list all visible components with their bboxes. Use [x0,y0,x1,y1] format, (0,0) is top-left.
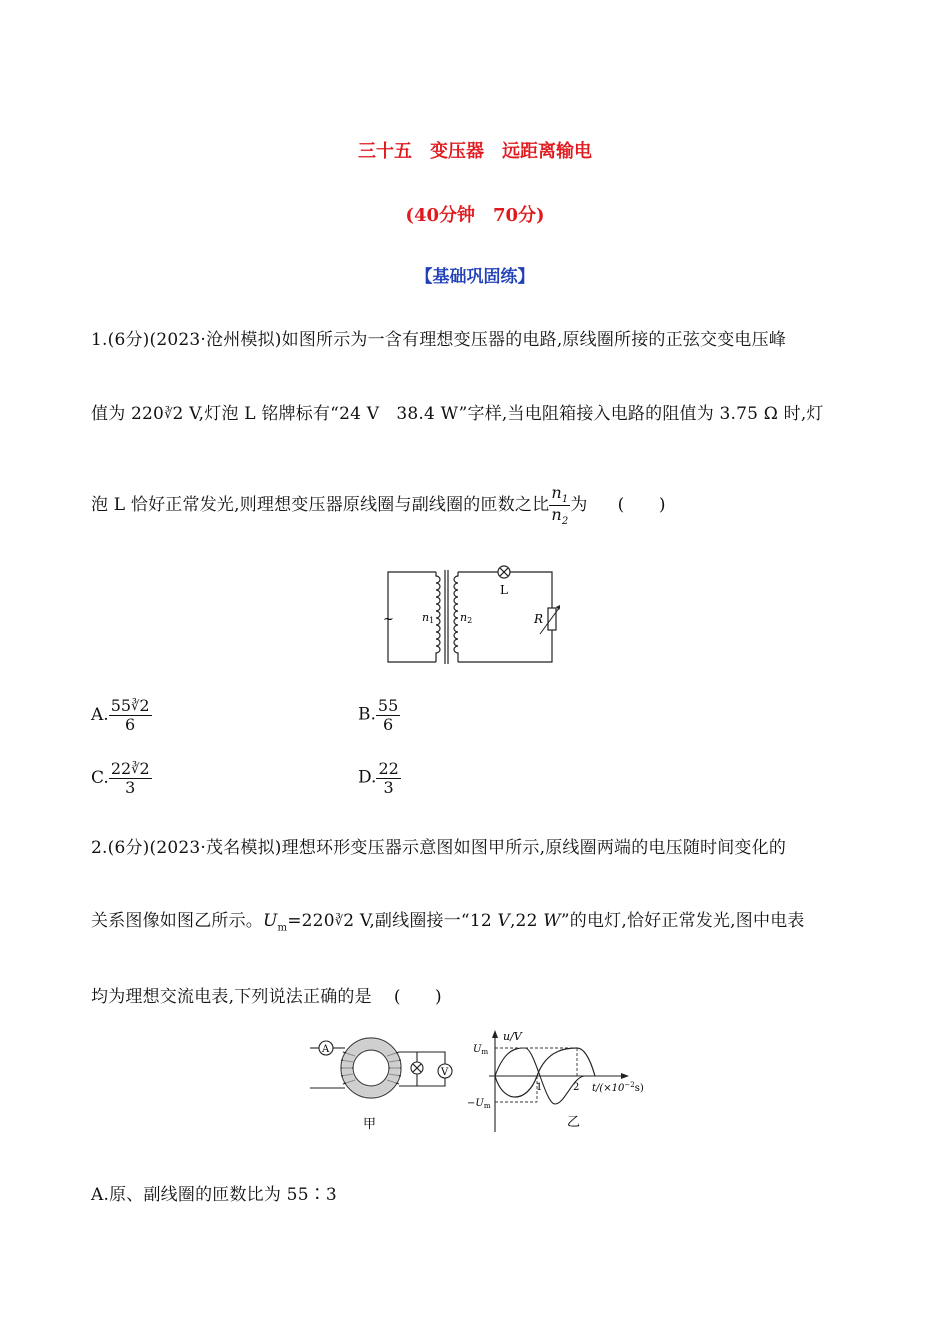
answer-paren: ( ) [617,495,666,516]
q1-circuit-figure [380,562,560,666]
y-axis-label: u/V [503,1030,522,1043]
arrow-icon [621,1073,629,1079]
resistor-label: R [534,612,544,626]
tick-1-label: 1 [536,1082,543,1093]
n2-label: n2 [460,611,473,625]
q2-voltage-graph [465,1028,665,1138]
neg-um-label: $-U_m$ [467,1098,491,1110]
page-subtitle: (40分钟 70分) [405,205,545,226]
q2-line-1: 2.(6分)(2023·茂名模拟)理想环形变压器示意图如图甲所示,原线圈两端的电压随时间变化的 [91,838,787,858]
radical-icon: ∛ [334,914,344,929]
radical-icon: ∛ [131,762,140,777]
n1-label: n1 [422,611,435,625]
figure-caption-jia: 甲 [363,1117,377,1132]
q2-line-2: 关系图像如图乙所示。$U_m=220∛2$ V,副线圈接一“12 V,22 W”的电灯,恰好正常发光,图中电表 [91,911,805,934]
radical-icon: ∛ [164,407,173,422]
section-heading: 【基础巩固练】 [415,267,535,287]
q2-toroid-figure [305,1030,465,1135]
turns-ratio-fraction: $\frac{n_1}{n_2}$ [551,483,569,528]
q2-option-a[interactable]: A.原、副线圈的匝数比为 55∶3 [91,1185,337,1205]
ammeter-label: A [322,1044,330,1055]
option-d[interactable]: D. $\frac{22}{3}$ [358,759,399,797]
option-a[interactable]: A. $\frac{55∛2}{6}$ [91,696,150,735]
option-c[interactable]: C. $\frac{22∛2}{3}$ [91,759,150,798]
ac-source-symbol: ~ [383,612,394,627]
q2-line-3: 均为理想交流电表,下列说法正确的是 ( ) [91,987,442,1007]
lamp-label: L [500,583,508,597]
answer-paren: ( ) [393,987,442,1007]
q1-line-1: 1.(6分)(2023·沧州模拟)如图所示为一含有理想变压器的电路,原线圈所接的正弦交变电压峰 [91,330,787,350]
um-label: $U_m$ [473,1044,489,1056]
voltmeter-label: V [441,1067,449,1078]
q1-line-2: 值为 220∛2 V,灯泡 L 铭牌标有“24 V 38.4 W”字样,当电阻箱接入电路的阻值为 3.75 Ω 时,灯 [91,404,824,424]
page-title: 三十五 变压器 远距离输电 [358,141,592,162]
x-axis-label: $t/(\times 10^{-2}s)$ [592,1081,644,1094]
option-b[interactable]: B. $\frac{55}{6}$ [358,696,399,734]
figure-caption-yi: 乙 [567,1115,581,1130]
radical-icon: ∛ [131,699,140,714]
q1-line-3: 泡 L 恰好正常发光,则理想变压器原线圈与副线圈的匝数之比 $\frac{n_1}{n_2}$ 为 ( ) [91,483,666,528]
tick-2-label: 2 [573,1082,580,1093]
arrow-icon [492,1030,498,1038]
